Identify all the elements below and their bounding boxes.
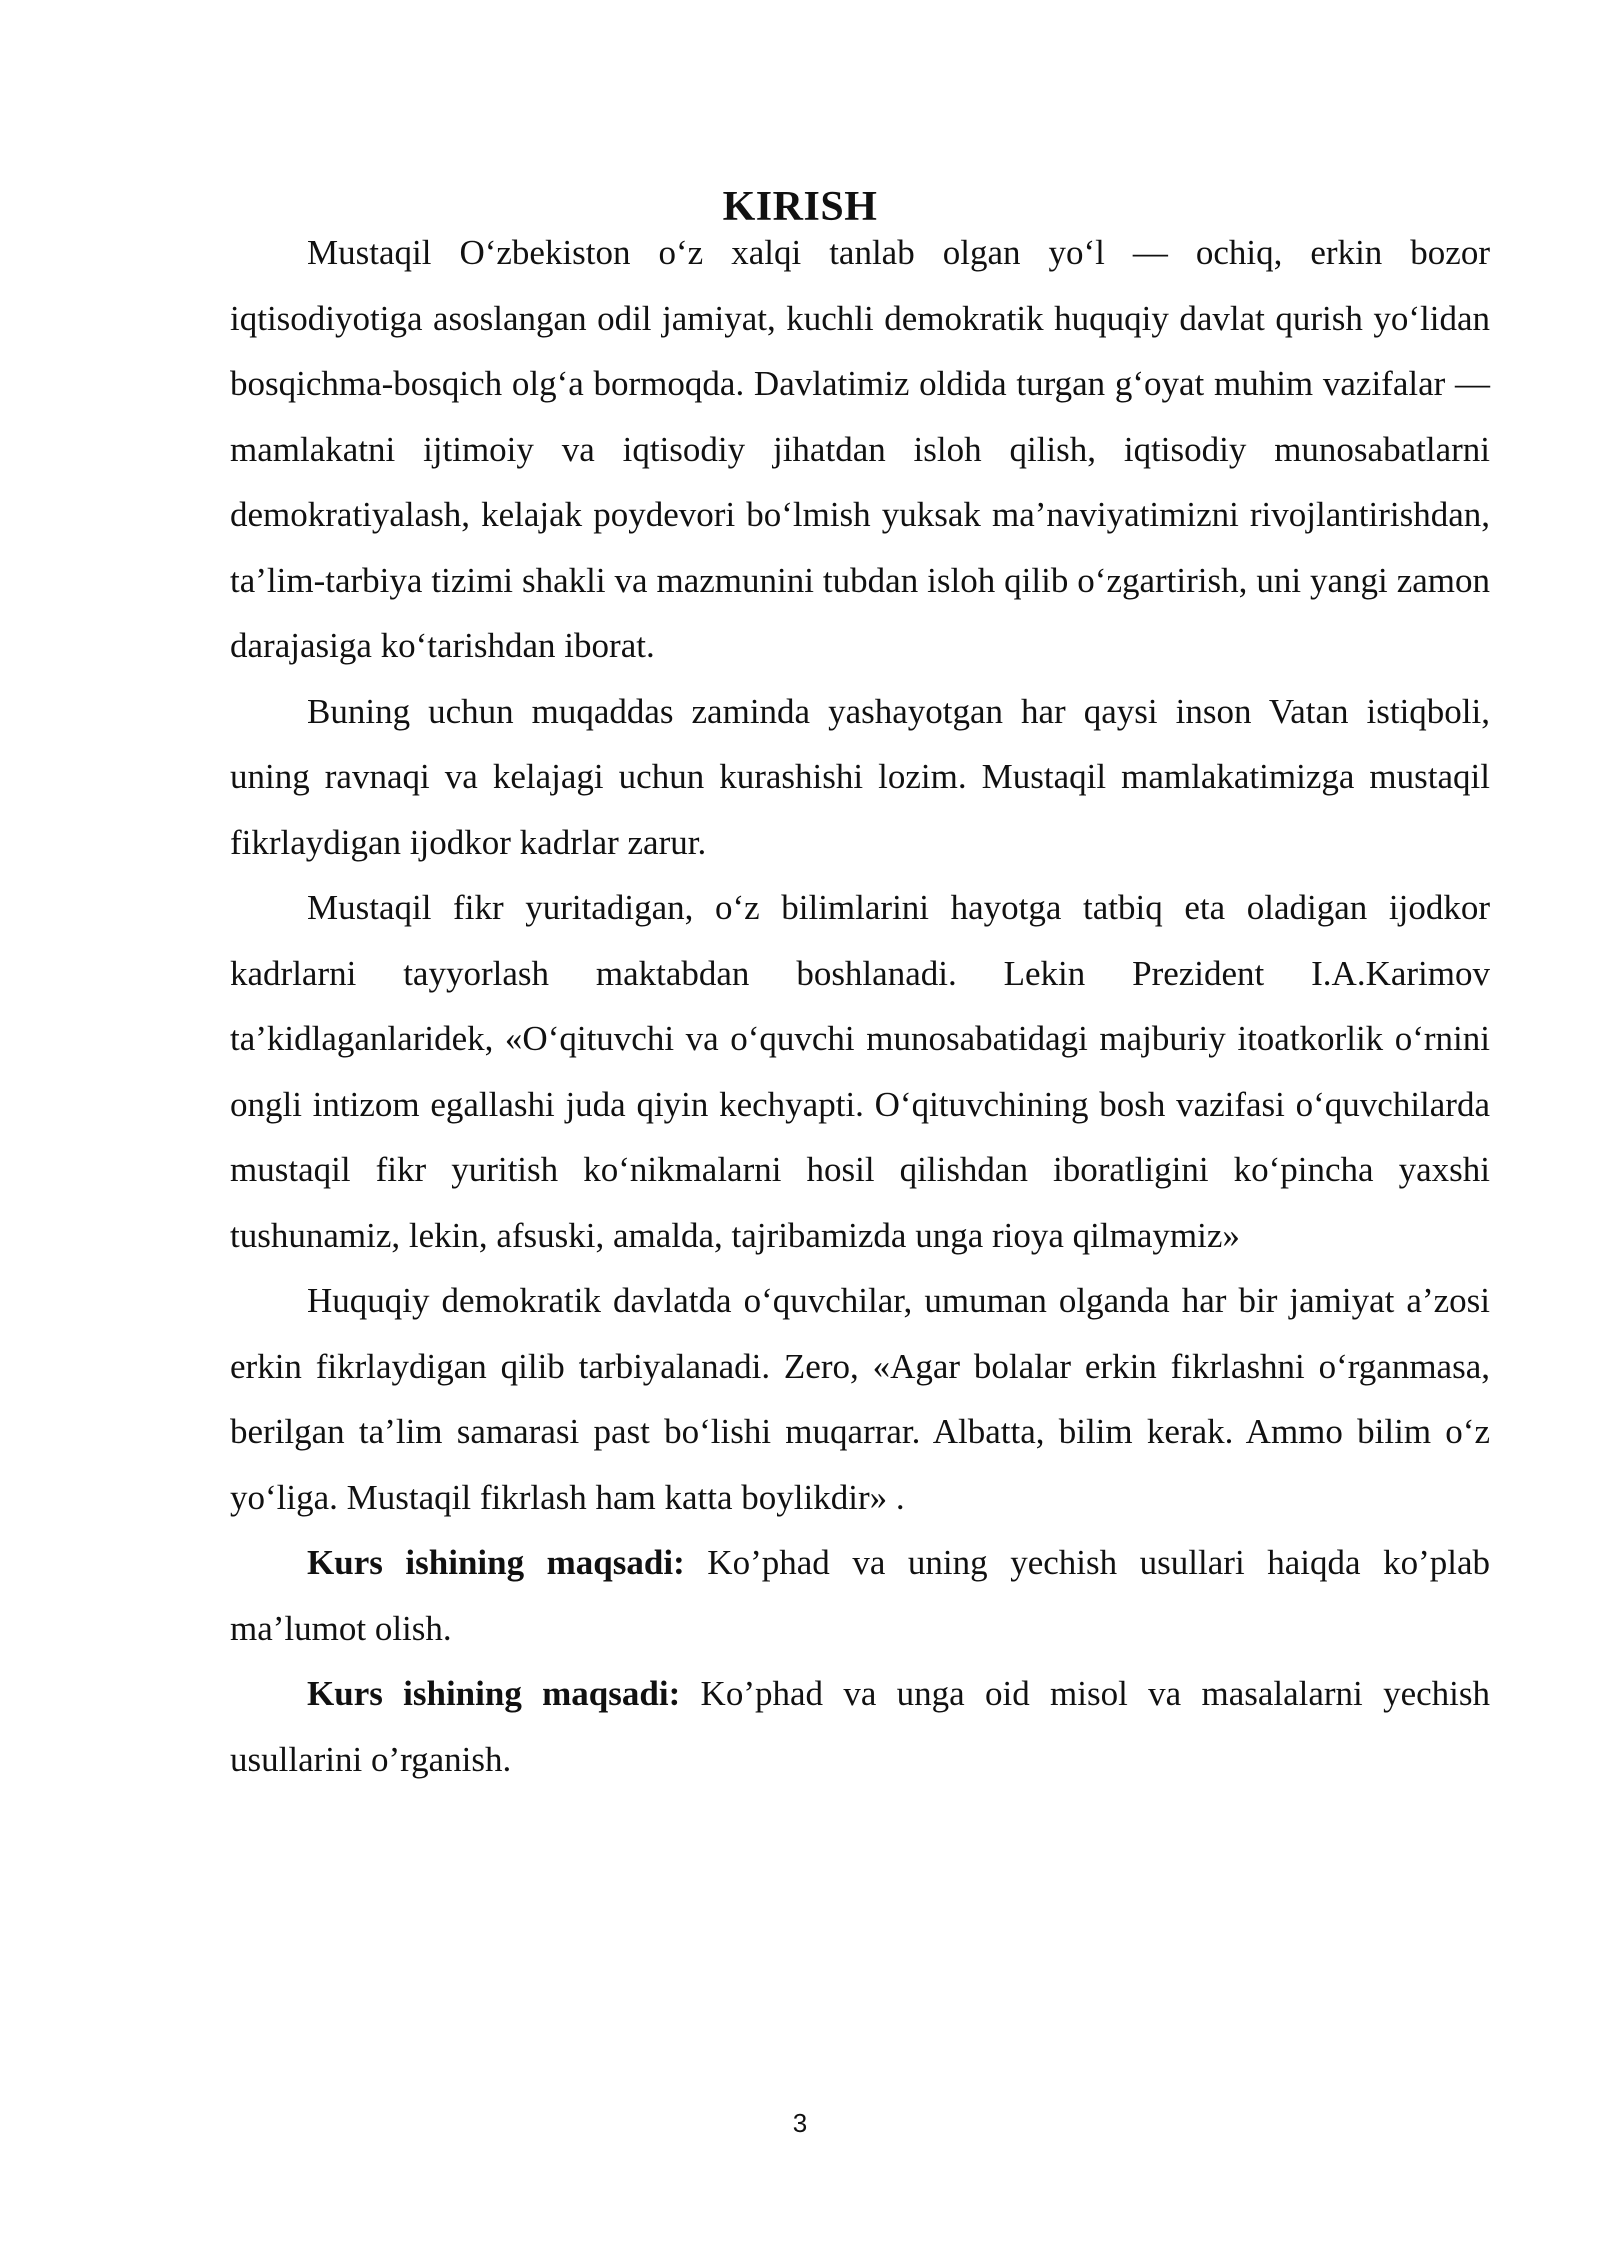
paragraph-lead: Kurs ishining maqsadi:	[307, 1543, 685, 1582]
paragraph-4	[230, 1268, 1490, 1530]
paragraph-lead: Kurs ishining maqsadi:	[307, 1674, 681, 1713]
paragraph-goal-2	[230, 1661, 1490, 1792]
paragraph-text: Ko’phad va uning yechish usullari haiqda ko’plab ma’lumot olish.	[230, 1543, 1490, 1648]
paragraph-text: Huquqiy demokratik davlatda o‘quvchilar, umuman olganda har bir jamiyat a’zosi erkin fikrlaydigan qilib tarbiyalanadi. Zero, «Agar bolalar erkin fikrlashni o‘rganmasa, berilgan ta’lim samarasi past bo‘lishi muqarrar. Albatta, bilim kerak. Ammo bilim o‘z yo‘liga. Mustaqil fikrlash ham katta boylikdir» .	[230, 1281, 1490, 1517]
paragraph-text: Mustaqil fikr yuritadigan, o‘z bilimlarini hayotga tatbiq eta oladigan ijodkor kadrlarni tayyorlash maktabdan boshlanadi. Lekin Prezident I.A.Karimov ta’kidlaganlaridek, «O‘qituvchi va o‘quvchi munosabatidagi majburiy itoatkorlik o‘rnini ongli intizom egallashi juda qiyin kechyapti. O‘qituvchining bosh vazifasi o‘quvchilarda mustaqil fikr yuritish ko‘nikmalarni hosil qilishdan iboratligini ko‘pincha yaxshi tushunamiz, lekin, afsuski, amalda, tajribamizda unga rioya qilmaymiz»	[230, 888, 1490, 1255]
paragraph-text: Mustaqil O‘zbekiston o‘z xalqi tanlab olgan yo‘l — ochiq, erkin bozor iqtisodiyotiga asoslangan odil jamiyat, kuchli demokratik huquqiy davlat qurish yo‘lidan bosqichma-bosqich olg‘a bormoqda. Davlatimiz oldida turgan g‘oyat muhim vazifalar — mamlakatni ijtimoiy va iqtisodiy jihatdan isloh qilish, iqtisodiy munosabatlarni demokratiyalash, kelajak poydevori bo‘lmish yuksak ma’naviyatimizni rivojlantirishdan, ta’lim-tarbiya tizimi shakli va mazmunini tubdan isloh qilib o‘zgartirish, uni yangi zamon darajasiga ko‘tarishdan iborat.	[230, 233, 1490, 665]
paragraph-text: Ko’phad va unga oid misol va masalalarni yechish usullarini o’rganish.	[230, 1674, 1490, 1779]
paragraph-1	[230, 220, 1490, 679]
paragraph-goal-1	[230, 1530, 1490, 1661]
document-body	[230, 220, 1490, 1792]
paragraph-text: Buning uchun muqaddas zaminda yashayotgan har qaysi inson Vatan istiqboli, uning ravnaqi va kelajagi uchun kurashishi lozim. Mustaqil mamlakatimizga mustaqil fikrlaydigan ijodkor kadrlar zarur.	[230, 691, 1490, 862]
page-title: KIRISH	[722, 184, 878, 231]
paragraph-2	[230, 679, 1490, 876]
page-number: 3	[792, 2108, 808, 2138]
paragraph-3	[230, 875, 1490, 1268]
